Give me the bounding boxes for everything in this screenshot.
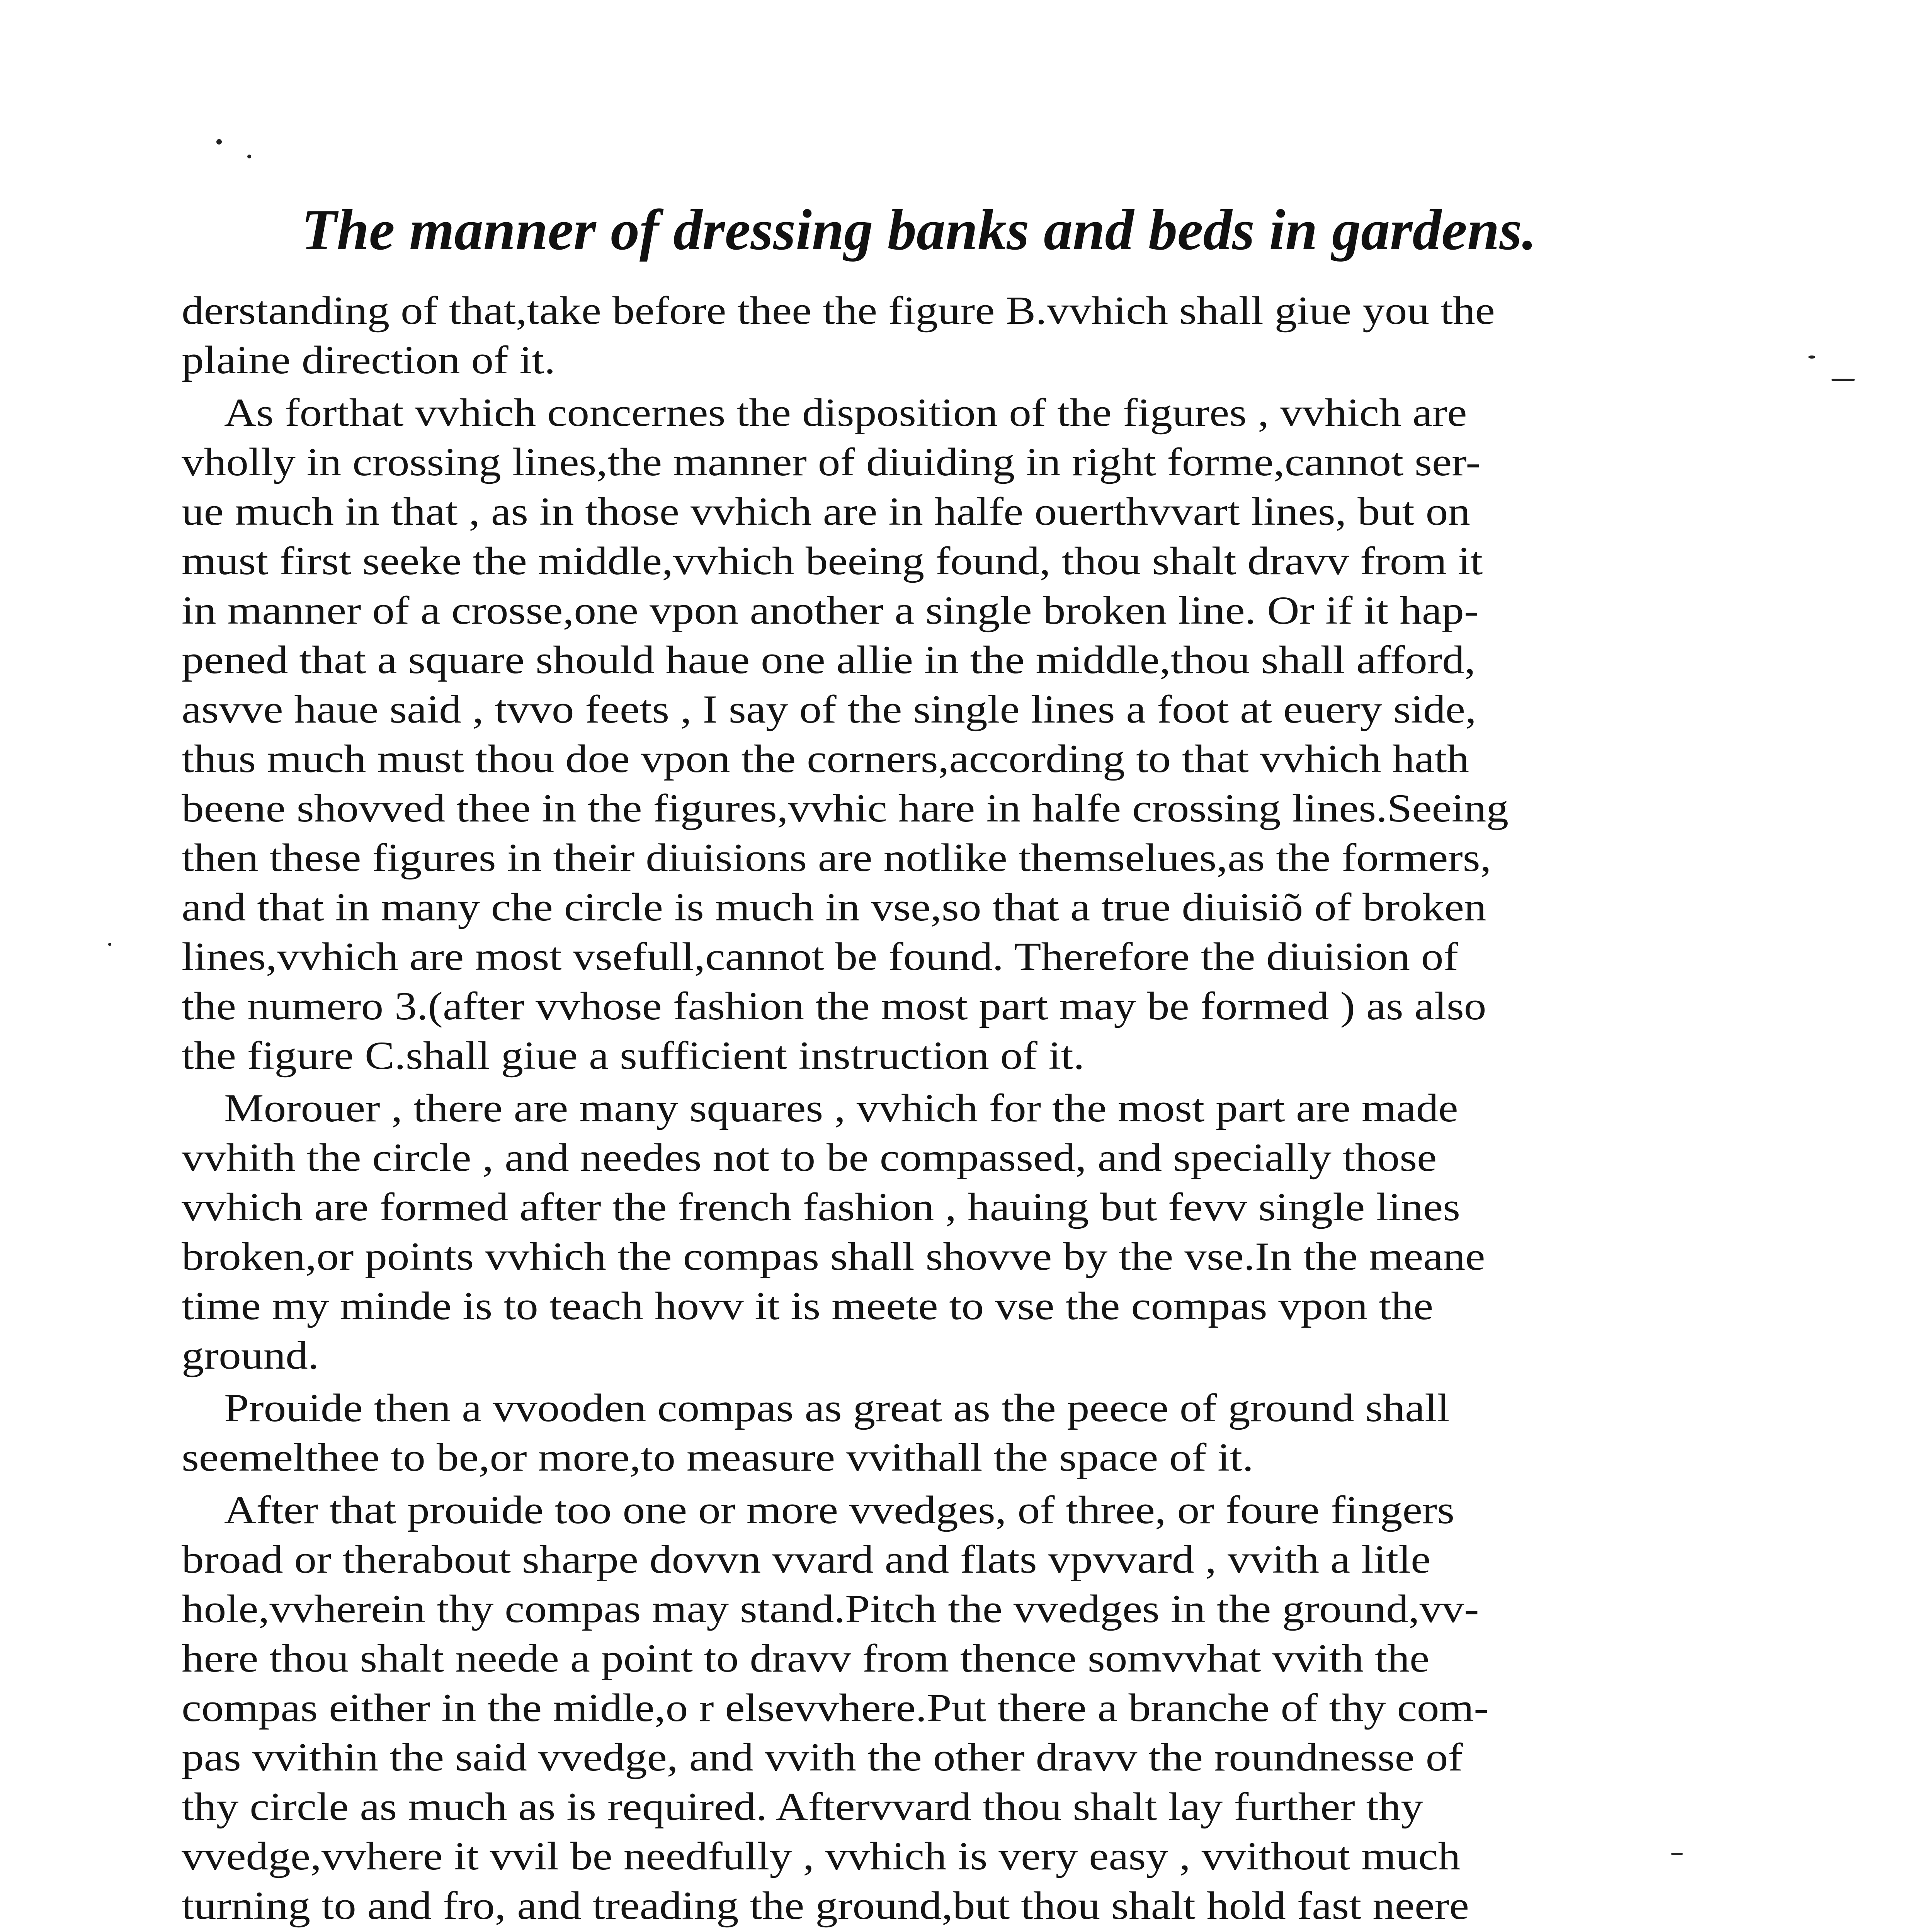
body-text bbox=[182, 286, 1604, 1932]
text-line: hole,vvherein thy compas may stand.Pitch the vvedges in the ground,vv- bbox=[182, 1587, 1479, 1631]
text-line: After that prouide too one or more vvedges, of three, or foure fingers bbox=[224, 1488, 1455, 1532]
ink-speck bbox=[1832, 379, 1855, 381]
paragraph bbox=[182, 1083, 1604, 1380]
text-line: derstanding of that,take before thee the figure B.vvhich shall giue you the bbox=[182, 289, 1495, 333]
text-line: seemelthee to be,or more,to measure vvithall the space of it. bbox=[182, 1435, 1254, 1480]
text-line: plaine direction of it. bbox=[182, 338, 556, 382]
text-line: vvedge,vvhere it vvil be needfully , vvhich is very easy , vvithout much bbox=[182, 1834, 1461, 1878]
paragraph bbox=[182, 286, 1604, 385]
text-line: thy circle as much as is required. Aftervvard thou shalt lay further thy bbox=[182, 1785, 1423, 1829]
text-line: broken,or points vvhich the compas shall shovve by the vse.In the meane bbox=[182, 1235, 1485, 1279]
text-line: the figure C.shall giue a sufficient instruction of it. bbox=[182, 1034, 1085, 1078]
text-line: As forthat vvhich concernes the disposition of the figures , vvhich are bbox=[224, 391, 1467, 435]
ink-speck bbox=[1671, 1853, 1683, 1855]
text-line: broad or therabout sharpe dovvn vvard and flats vpvvard , vvith a litle bbox=[182, 1537, 1431, 1582]
paragraph bbox=[182, 1383, 1604, 1482]
text-line bbox=[182, 1930, 1604, 1932]
text-line: then these figures in their diuisions are notlike themselues,as the formers, bbox=[182, 836, 1492, 880]
text-line: turning to and fro, and treading the ground,but thou shalt hold fast neere bbox=[182, 1884, 1469, 1928]
paragraph bbox=[182, 388, 1604, 1080]
text-line: beene shovved thee in the figures,vvhic hare in halfe crossing lines.Seeing bbox=[182, 786, 1509, 830]
text-line: vvhith the circle , and needes not to be compassed, and specially those bbox=[182, 1136, 1437, 1180]
text-line: here thou shalt neede a point to dravv from thence somvvhat vvith the bbox=[182, 1636, 1430, 1680]
text-line: and that in many che circle is much in vse,so that a true diuisiõ of broken bbox=[182, 885, 1486, 929]
text-line: ue much in that , as in those vvhich are in halfe ouerthvvart lines, but on bbox=[182, 490, 1470, 534]
paragraph bbox=[182, 1485, 1604, 1932]
text-line: Prouide then a vvooden compas as great as the peece of ground shall bbox=[224, 1386, 1450, 1430]
text-line: thus much must thou doe vpon the corners,according to that vvhich hath bbox=[182, 737, 1469, 781]
running-header: The manner of dressing banks and beds in gardens. bbox=[301, 198, 1537, 262]
text-line: ground. bbox=[182, 1333, 319, 1378]
text-line: pened that a square should haue one allie in the middle,thou shall afford, bbox=[182, 638, 1476, 682]
text-line: vholly in crossing lines,the manner of diuiding in right forme,cannot ser- bbox=[182, 440, 1481, 484]
ink-speck bbox=[216, 139, 222, 145]
text-line: time my minde is to teach hovv it is meete to vse the compas vpon the bbox=[182, 1284, 1434, 1328]
text-line: pas vvithin the said vvedge, and vvith the other dravv the roundnesse of bbox=[182, 1735, 1463, 1779]
text-line: vvhich are formed after the french fashion , hauing but fevv single lines bbox=[182, 1185, 1461, 1229]
text-line: asvve haue said , tvvo feets , I say of the single lines a foot at euery side, bbox=[182, 687, 1476, 731]
text-line: Morouer , there are many squares , vvhich for the most part are made bbox=[224, 1086, 1458, 1130]
ink-speck bbox=[108, 943, 111, 946]
ink-speck bbox=[247, 155, 251, 158]
ink-speck bbox=[1808, 355, 1815, 359]
text-line: lines,vvhich are most vsefull,cannot be found. Therefore the diuision of bbox=[182, 935, 1458, 979]
text-line: the numero 3.(after vvhose fashion the most part may be formed ) as also bbox=[182, 984, 1486, 1028]
text-line: must first seeke the middle,vvhich beeing found, thou shalt dravv from it bbox=[182, 539, 1483, 583]
text-line: in manner of a crosse,one vpon another a single broken line. Or if it hap- bbox=[182, 588, 1479, 633]
text-line: compas either in the midle,o r elsevvhere.Put there a branche of thy com- bbox=[182, 1686, 1489, 1730]
